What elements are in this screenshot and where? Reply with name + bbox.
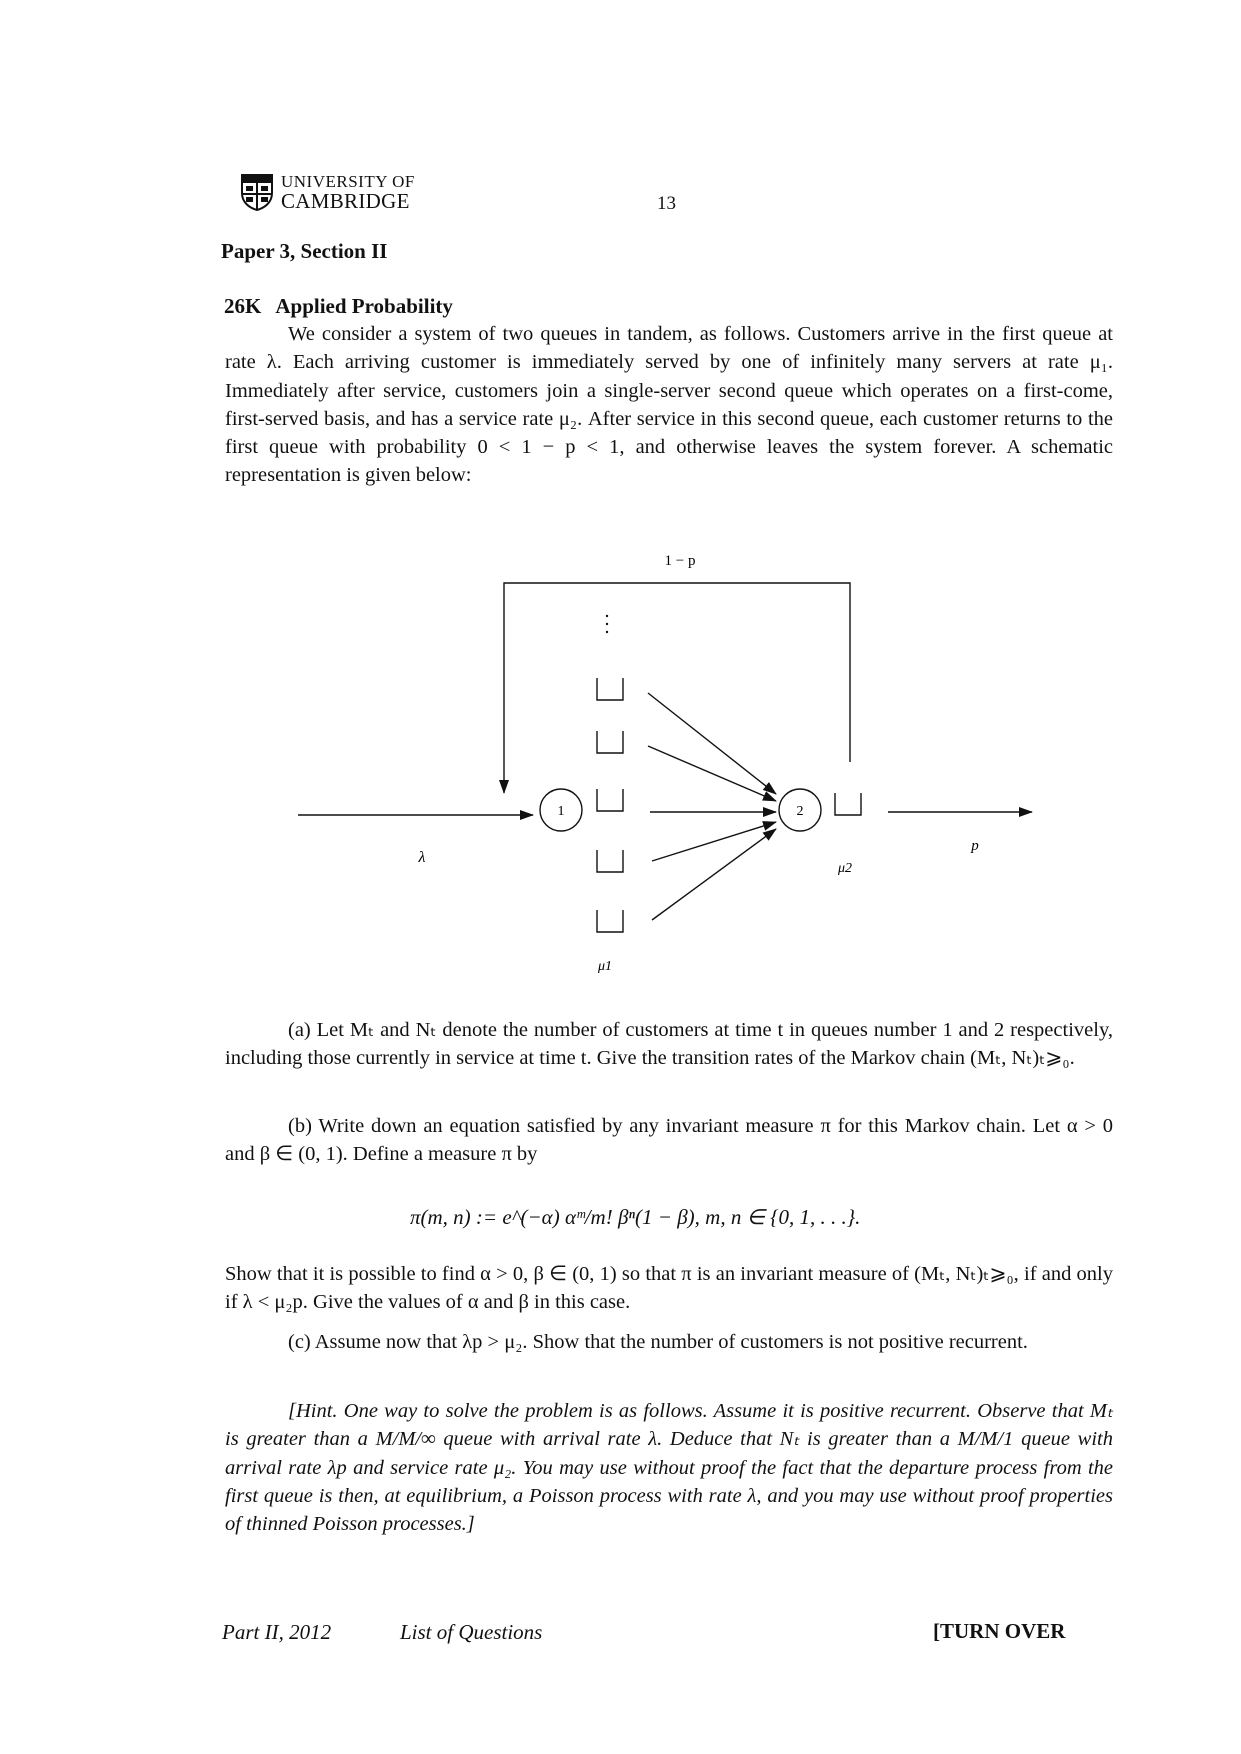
footer-part-year: Part II, 2012: [222, 1620, 332, 1644]
question-intro: We consider a system of two queues in tandem, as follows. Customers arrive in the first queue at rate λ. Each arriving customer is immediately served by one of infinitely many servers at rate μ₁. Immediately after service, customers join a single-server second queue which operates on a first-come, first-served basis, and has a service rate μ₂. After service in this second queue, each customer returns to the first queue with probability 0 < 1 − p < 1, and otherwise leaves the system forever. A schematic representation is given below:: [225, 323, 1113, 487]
footer-list: List of Questions: [400, 1620, 543, 1644]
server-box: [597, 789, 623, 811]
server-box: [597, 910, 623, 932]
node2-label: 2: [796, 804, 804, 819]
question-topic: Applied Probability: [275, 294, 453, 318]
exit-label: p: [971, 838, 979, 854]
server-box: [597, 850, 623, 872]
service-arrow: [648, 746, 776, 801]
vertical-ellipsis: [606, 615, 608, 633]
arrival-label: λ: [418, 849, 426, 866]
queue2-box: [835, 793, 861, 815]
logo-line2: CAMBRIDGE: [281, 189, 410, 213]
logo-line1: UNIVERSITY OF: [281, 172, 415, 191]
mu1-label: μ1: [597, 959, 613, 974]
server-box: [597, 731, 623, 753]
part-a: (a) Let Mₜ and Nₜ denote the number of customers at time t in queues number 1 and 2 respectively, including those currently in service at time t. Give the transition rates of the Markov chain (Mₜ, Nₜ)ₜ⩾₀.: [225, 1019, 1113, 1070]
part-b: (b) Write down an equation satisfied by any invariant measure π for this Markov chain. Let α > 0 and β ∈ (0, 1). Define a measure π by: [225, 1115, 1113, 1166]
service-arrow: [648, 693, 776, 794]
footer-turn-over: [TURN OVER: [933, 1619, 1066, 1643]
server-box: [597, 678, 623, 700]
service-arrow: [652, 822, 776, 861]
feedback-label: 1 − p: [664, 553, 696, 569]
part-c: (c) Assume now that λp > μ₂. Show that the number of customers is not positive recurrent.: [288, 1331, 1028, 1353]
feedback-line: [504, 583, 850, 793]
section-heading: Paper 3, Section II: [221, 239, 388, 263]
question-number: 26K: [224, 294, 262, 318]
hint: [Hint. One way to solve the problem is as follows. Assume it is positive recurrent. Observe that Mₜ is greater than a M/M/∞ queue with arrival rate λ. Deduce that Nₜ is greater than a M/M/1 queue with arrival rate λp and service rate μ₂. You may use without proof the fact that the departure process from the first queue is then, at equilibrium, a Poisson process with rate λ, and you may use without proof properties of thinned Poisson processes.]: [225, 1400, 1113, 1536]
node1-label: 1: [557, 804, 565, 819]
service-arrow: [652, 829, 776, 920]
invariant-measure-formula: π(m, n) := e^(−α) αᵐ/m! βⁿ(1 − β), m, n ∈ {0, 1, . . .}.: [410, 1205, 861, 1229]
part-b-continued: Show that it is possible to find α > 0, β ∈ (0, 1) so that π is an invariant measure of (Mₜ, Nₜ)ₜ⩾₀, if and only if λ < μ₂p. Give the values of α and β in this case.: [225, 1263, 1113, 1314]
page-number: 13: [657, 193, 676, 214]
mu2-label: μ2: [837, 861, 853, 876]
